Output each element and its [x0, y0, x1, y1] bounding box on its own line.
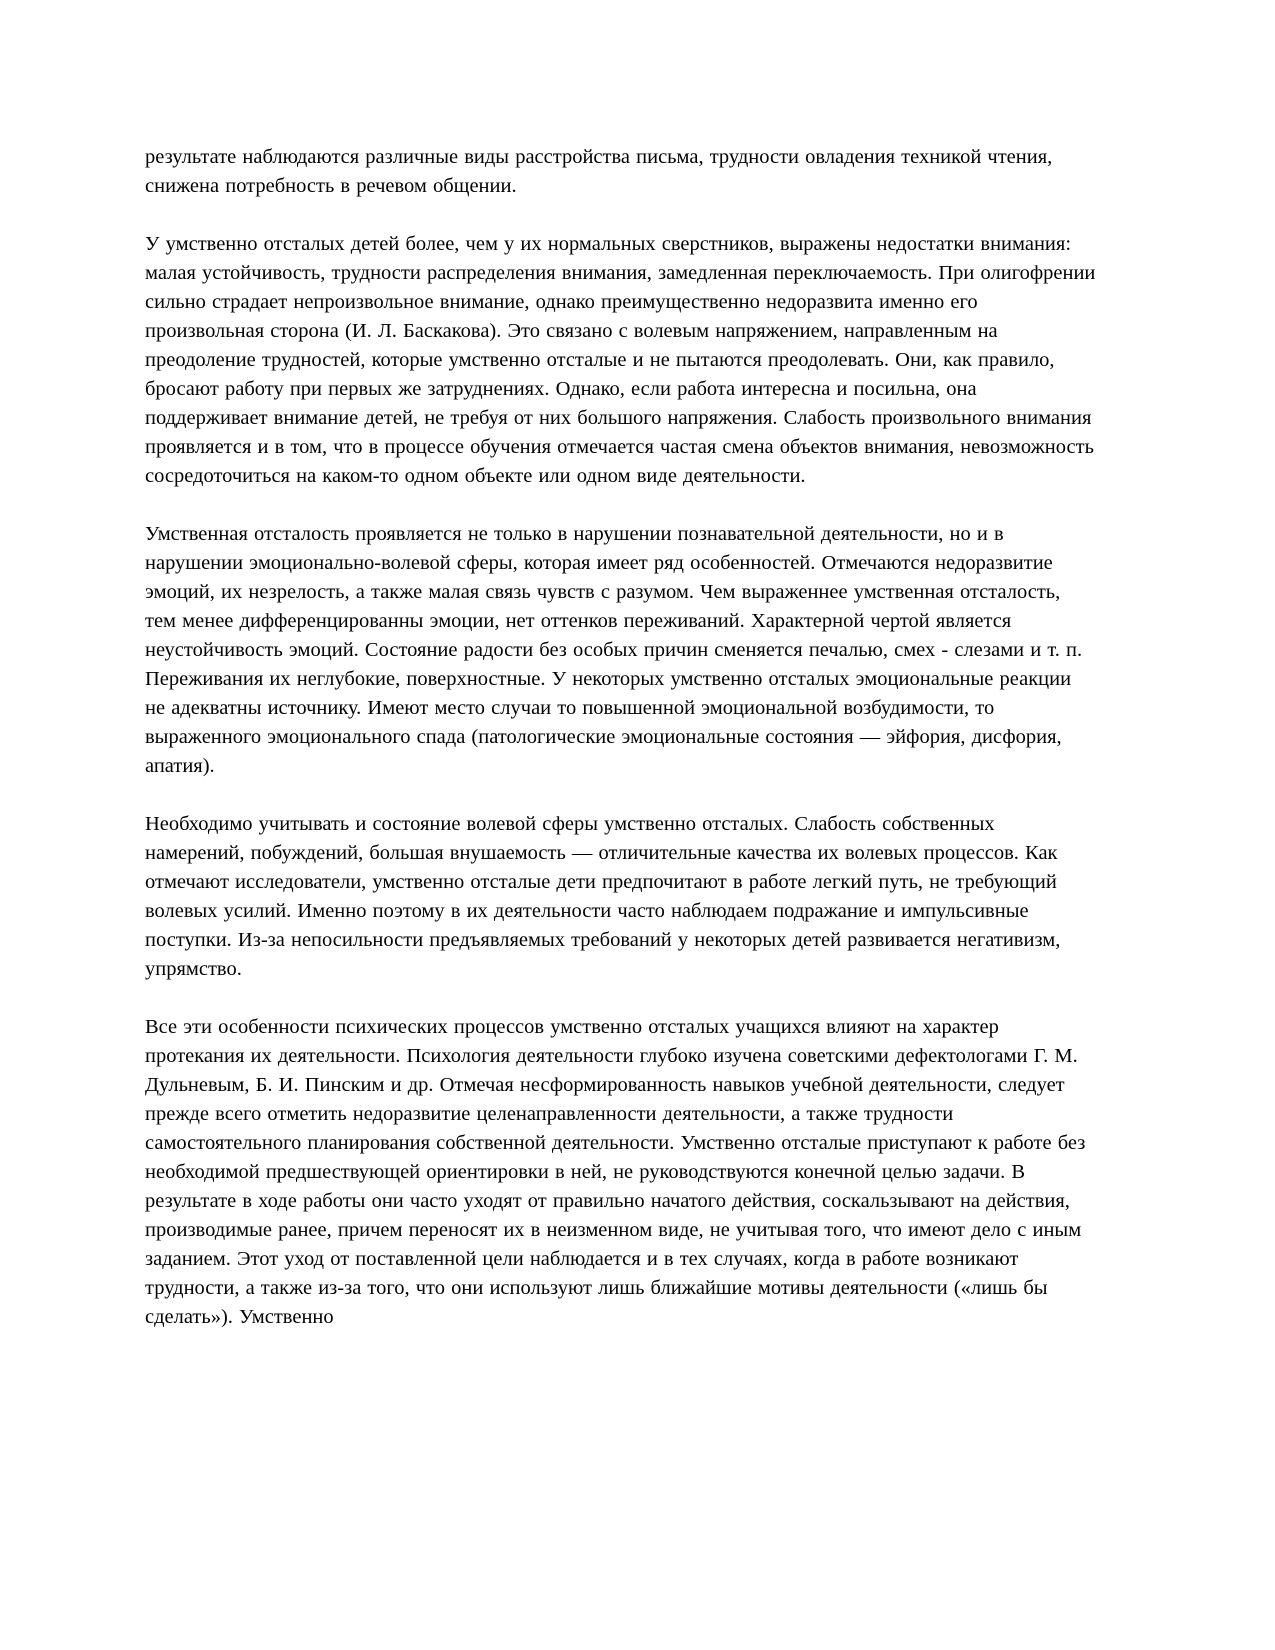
paragraph-3: Умственная отсталость проявляется не только в нарушении познавательной деятельности, но и в нарушении эмоционально-волевой сферы, которая имеет ряд особенностей. Отмечаются недоразвитие эмоций, их незрелость, а также малая связь чувств с разумом. Чем выраженнее умственная отсталость, тем менее дифференцированны эмоции, нет оттенков переживаний. Характерной чертой является неустойчивость эмоций. Состояние радости без особых причин сменяется печалью, смех - слезами и т. п. Переживания их неглубокие, поверхностные. У некоторых умственно отсталых эмоциональные реакции не адекватны источнику. Имеют место случаи то повышенной эмоциональной возбудимости, то выраженного эмоционального спада (патологические эмоциональные состояния — эйфория, дисфория, апатия). [145, 523, 1083, 777]
paragraph-2: У умственно отсталых детей более, чем у их нормальных сверстников, выражены недостатки внимания: малая устойчивость, трудности распределения внимания, замедленная переключаемость. При олигофрении сильно страдает непроизвольное внимание, однако преимущественно недоразвита именно его произвольная сторона (И. Л. Баскакова). Это связано с волевым напряжением, направленным на преодоление трудностей, которые умственно отсталые и не пытаются преодолевать. Они, как правило, бросают работу при первых же затруднениях. Однако, если работа интересна и посильна, она поддерживает внимание детей, не требуя от них большого напряжения. Слабость произвольного внимания проявляется и в том, что в процессе обучения отмечается частая смена объектов внимания, невозможность сосредоточиться на каком-то одном объекте или одном виде деятельности. [145, 233, 1096, 487]
document-content [145, 143, 1097, 1332]
paragraph-5: Все эти особенности психических процессов умственно отсталых учащихся влияют на характер протекания их деятельности. Психология деятельности глубоко изучена советскими дефектологами Г. М. Дульневым, Б. И. Пинским и др. Отмечая несформированность навыков учебной деятельности, следует прежде всего отметить недоразвитие целенаправленности деятельности, а также трудности самостоятельного планирования собственной деятельности. Умственно отсталые приступают к работе без необходимой предшествующей ориентировки в ней, не руководствуются конечной целью задачи. В результате в ходе работы они часто уходят от правильно начатого действия, соскальзывают на действия, производимые ранее, причем переносят их в неизменном виде, не учитывая того, что имеют дело с иным заданием. Этот уход от поставленной цели наблюдается и в тех случаях, когда в работе возникают трудности, а также из-за того, что они используют лишь ближайшие мотивы деятельности («лишь бы сделать»). Умственно [145, 1016, 1086, 1328]
paragraph-1: результате наблюдаются различные виды расстройства письма, трудности овладения техникой чтения, снижена потребность в речевом общении. [145, 146, 1053, 197]
paragraph-4: Необходимо учитывать и состояние волевой сферы умственно отсталых. Слабость собственных намерений, побуждений, большая внушаемость — отличительные качества их волевых процессов. Как отмечают исследователи, умственно отсталые дети предпочитают в работе легкий путь, не требующий волевых усилий. Именно поэтому в их деятельности часто наблюдаем подражание и импульсивные поступки. Из-за непосильности предъявляемых требований у некоторых детей развивается негативизм, упрямство. [145, 813, 1061, 980]
